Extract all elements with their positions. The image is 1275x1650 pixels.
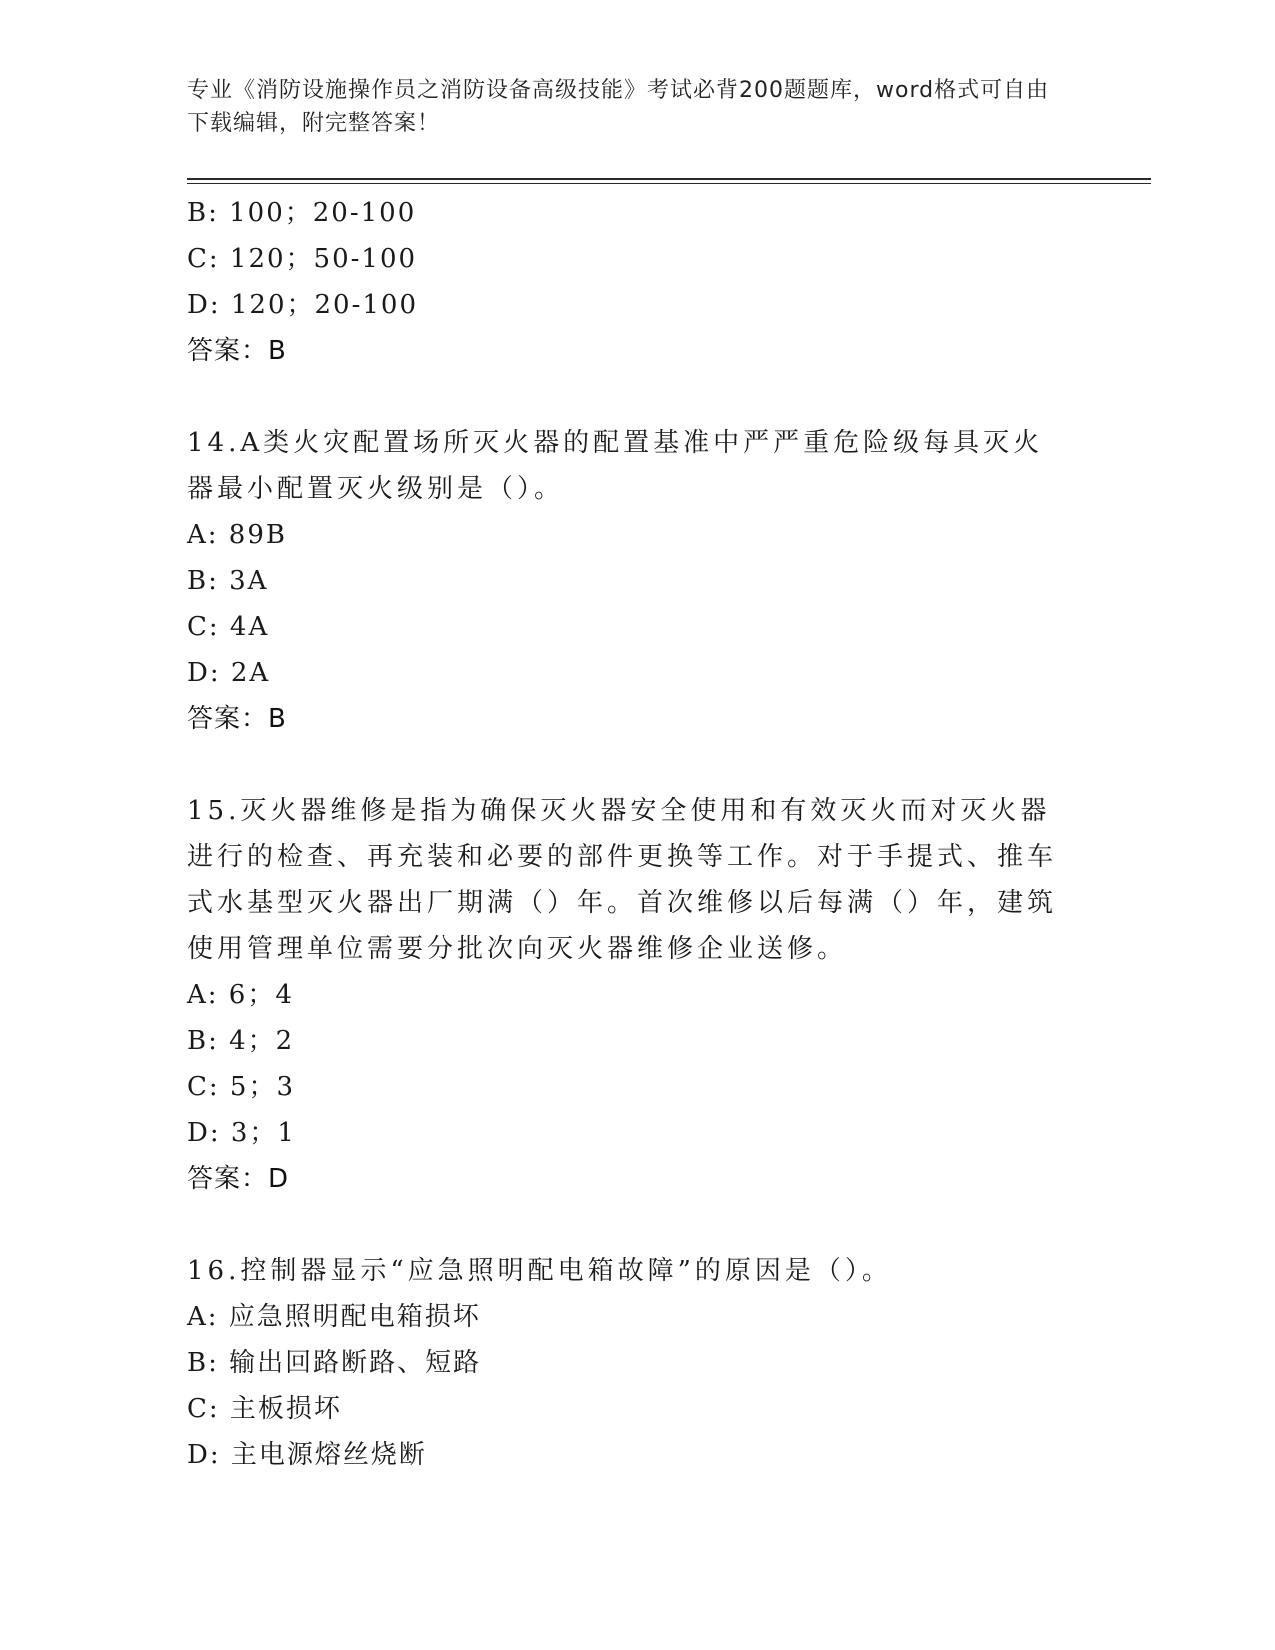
question-text: 16.控制器显示“应急照明配电箱故障”的原因是（）。: [187, 1256, 892, 1286]
question-fragment-13: [187, 190, 1087, 374]
question-16: [187, 1248, 1087, 1478]
option-c: C: 5；3: [187, 1072, 296, 1102]
option-d: D: 120；20-100: [187, 290, 418, 320]
header-rule-thick: [187, 178, 1151, 180]
option-a: A: 应急照明配电箱损坏: [187, 1302, 481, 1332]
option-a: A: 89B: [187, 520, 287, 550]
answer-line: 答案：B: [187, 336, 287, 366]
option-c: C: 主板损坏: [187, 1394, 342, 1424]
answer-line: 答案：D: [187, 1164, 290, 1194]
question-14: [187, 420, 1087, 742]
document-body: [187, 190, 1087, 1478]
option-b: B: 输出回路断路、短路: [187, 1348, 482, 1378]
spacer: [187, 742, 1087, 788]
document-header: 专业《消防设施操作员之消防设备高级技能》考试必背200题题库，word格式可自由下载编辑，附完整答案！: [187, 78, 1050, 136]
answer-line: 答案：B: [187, 704, 287, 734]
spacer: [187, 1202, 1087, 1248]
option-b: B: 4；2: [187, 1026, 295, 1056]
option-b: B: 3A: [187, 566, 269, 596]
option-c: C: 120；50-100: [187, 244, 418, 274]
option-d: D: 2A: [187, 658, 271, 688]
question-text: 15.灭火器维修是指为确保灭火器安全使用和有效灭火而对灭火器进行的检查、再充装和必要的部件更换等工作。对于手提式、推车式水基型灭火器出厂期满（）年。首次维修以后每满（）年，建筑使用管理单位需要分批次向灭火器维修企业送修。: [187, 796, 1058, 964]
option-c: C: 4A: [187, 612, 270, 642]
spacer: [187, 374, 1087, 420]
question-text: 14.A类火灾配置场所灭火器的配置基准中严严重危险级每具灭火器最小配置灭火级别是（）。: [187, 428, 1044, 504]
option-d: D: 主电源熔丝烧断: [187, 1440, 427, 1470]
header-rule-thin: [187, 183, 1151, 184]
question-15: [187, 788, 1087, 1202]
option-b: B: 100；20-100: [187, 198, 417, 228]
option-d: D: 3；1: [187, 1118, 296, 1148]
option-a: A: 6；4: [187, 980, 294, 1010]
